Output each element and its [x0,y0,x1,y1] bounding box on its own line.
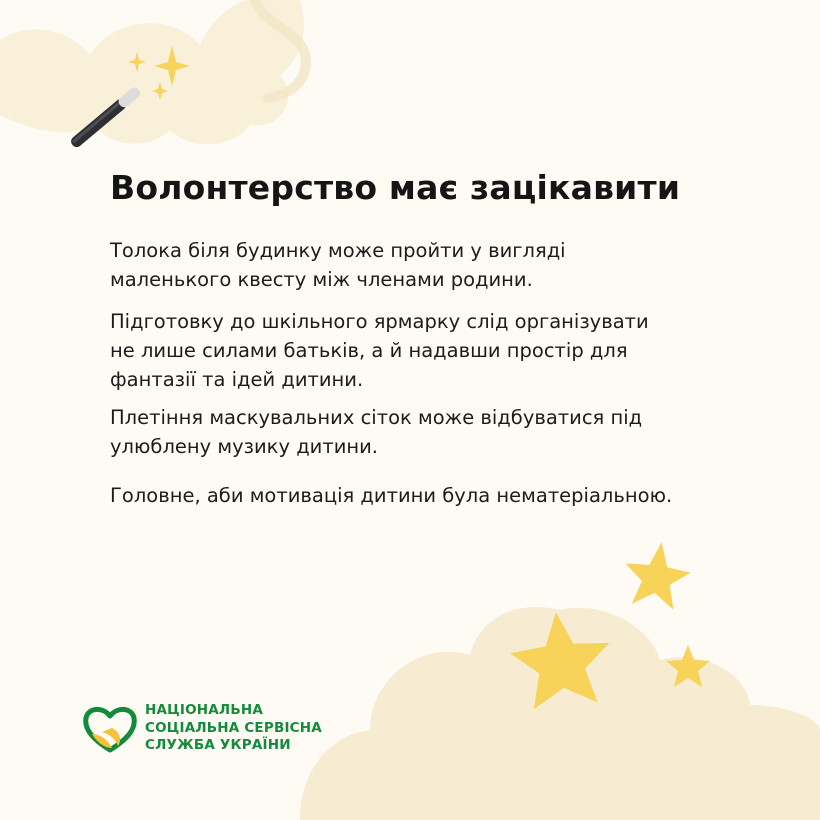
nsss-logo [82,700,402,760]
logo-text [145,702,322,755]
top-cloud-shape [0,0,304,144]
logo-line: СОЦІАЛЬНА СЕРВІСНА [145,719,322,736]
paragraph-line: не лише силами батьків, а й надавши простір для [110,339,628,362]
page-title: Волонтерство має зацікавити [110,168,681,207]
logo-line: НАЦІОНАЛЬНА [145,702,263,718]
paragraph-toloka [110,236,770,294]
logo-line: СЛУЖБА УКРАЇНИ [145,737,291,753]
paragraph-line: улюблену музику дитини. [110,435,379,458]
paragraph-line: Плетіння маскувальних сіток може відбуватися під [110,406,643,429]
paragraph-school-fair [110,307,770,394]
paragraph-camouflage-nets [110,403,770,461]
star-icon [620,538,694,612]
heart-hands-logo-icon [82,704,138,754]
paragraph-line: Толока біля будинку може пройти у вигляді [110,239,566,262]
paragraph-motivation: Головне, аби мотивація дитини була нематеріальною. [110,484,673,507]
paragraph-line: Підготовку до шкільного ярмарку слід організувати [110,310,649,333]
paragraph-line: фантазії та ідей дитини. [110,368,364,391]
paragraph-line: маленького квесту між членами родини. [110,268,533,291]
